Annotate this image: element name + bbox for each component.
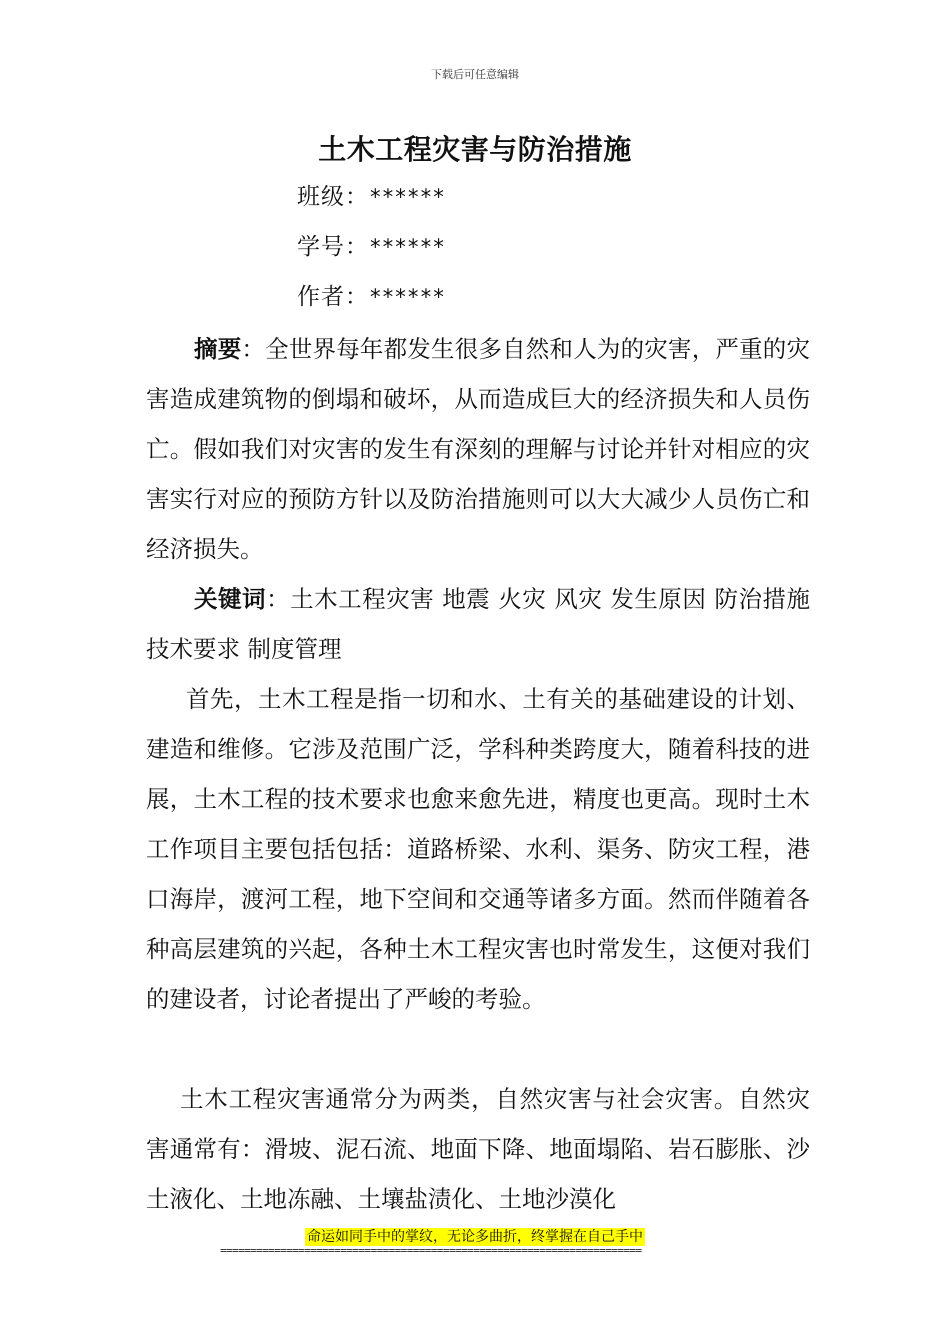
abstract-label: 摘要 — [194, 335, 242, 363]
author-label: 作者： — [297, 284, 369, 310]
student-id-value: ****** — [369, 235, 445, 259]
abstract-paragraph — [146, 324, 810, 574]
class-line — [297, 182, 445, 212]
keywords-paragraph — [146, 574, 810, 674]
keywords-label: 关键词 — [194, 585, 267, 613]
body-paragraph-disasters: 土木工程灾害通常分为两类，自然灾害与社会灾害。自然灾害通常有：滑坡、泥石流、地面下降、地面塌陷、岩石膨胀、沙土液化、土地冻融、土壤盐渍化、土地沙漠化 — [146, 1085, 810, 1213]
keywords-colon: ： — [266, 585, 291, 613]
abstract-text: 全世界每年都发生很多自然和人为的灾害，严重的灾害造成建筑物的倒塌和破坏，从而造成巨大的经济损失和人员伤亡。假如我们对灾害的发生有深刻的理解与讨论并针对相应的灾害实行对应的预防方针以及防治措施则可以大大减少人员伤亡和经济损失。 — [146, 335, 811, 563]
author-value: ****** — [369, 285, 445, 309]
header-note: 下载后可任意编辑 — [431, 68, 519, 81]
footer-rule: ====================================================================== — [220, 1244, 642, 1257]
class-value: ****** — [369, 185, 445, 209]
student-id-label: 学号： — [297, 234, 369, 260]
abstract-colon: ： — [241, 335, 266, 363]
class-label: 班级： — [297, 184, 369, 210]
footer-slogan — [0, 1226, 950, 1246]
keywords-text: 土木工程灾害 地震 火灾 风灾 发生原因 防治措施 技术要求 制度管理 — [146, 585, 811, 663]
document-title: 土木工程灾害与防治措施 — [318, 133, 632, 166]
student-id-line — [297, 232, 445, 262]
author-line — [297, 282, 445, 312]
body-paragraph-intro: 首先，土木工程是指一切和水、土有关的基础建设的计划、建造和维修。它涉及范围广泛，学科种类跨度大，随着科技的进展，土木工程的技术要求也愈来愈先进，精度也更高。现时土木工作项目主要包括包括：道路桥梁、水利、渠务、防灾工程，港口海岸，渡河工程，地下空间和交通等诸多方面。然而伴随着各种高层建筑的兴起，各种土木工程灾害也时常发生，这便对我们的建设者，讨论者提出了严峻的考验。 — [146, 685, 810, 1013]
footer-slogan-text: 命运如同手中的掌纹，无论多曲折，终掌握在自己手中 — [307, 1229, 643, 1245]
